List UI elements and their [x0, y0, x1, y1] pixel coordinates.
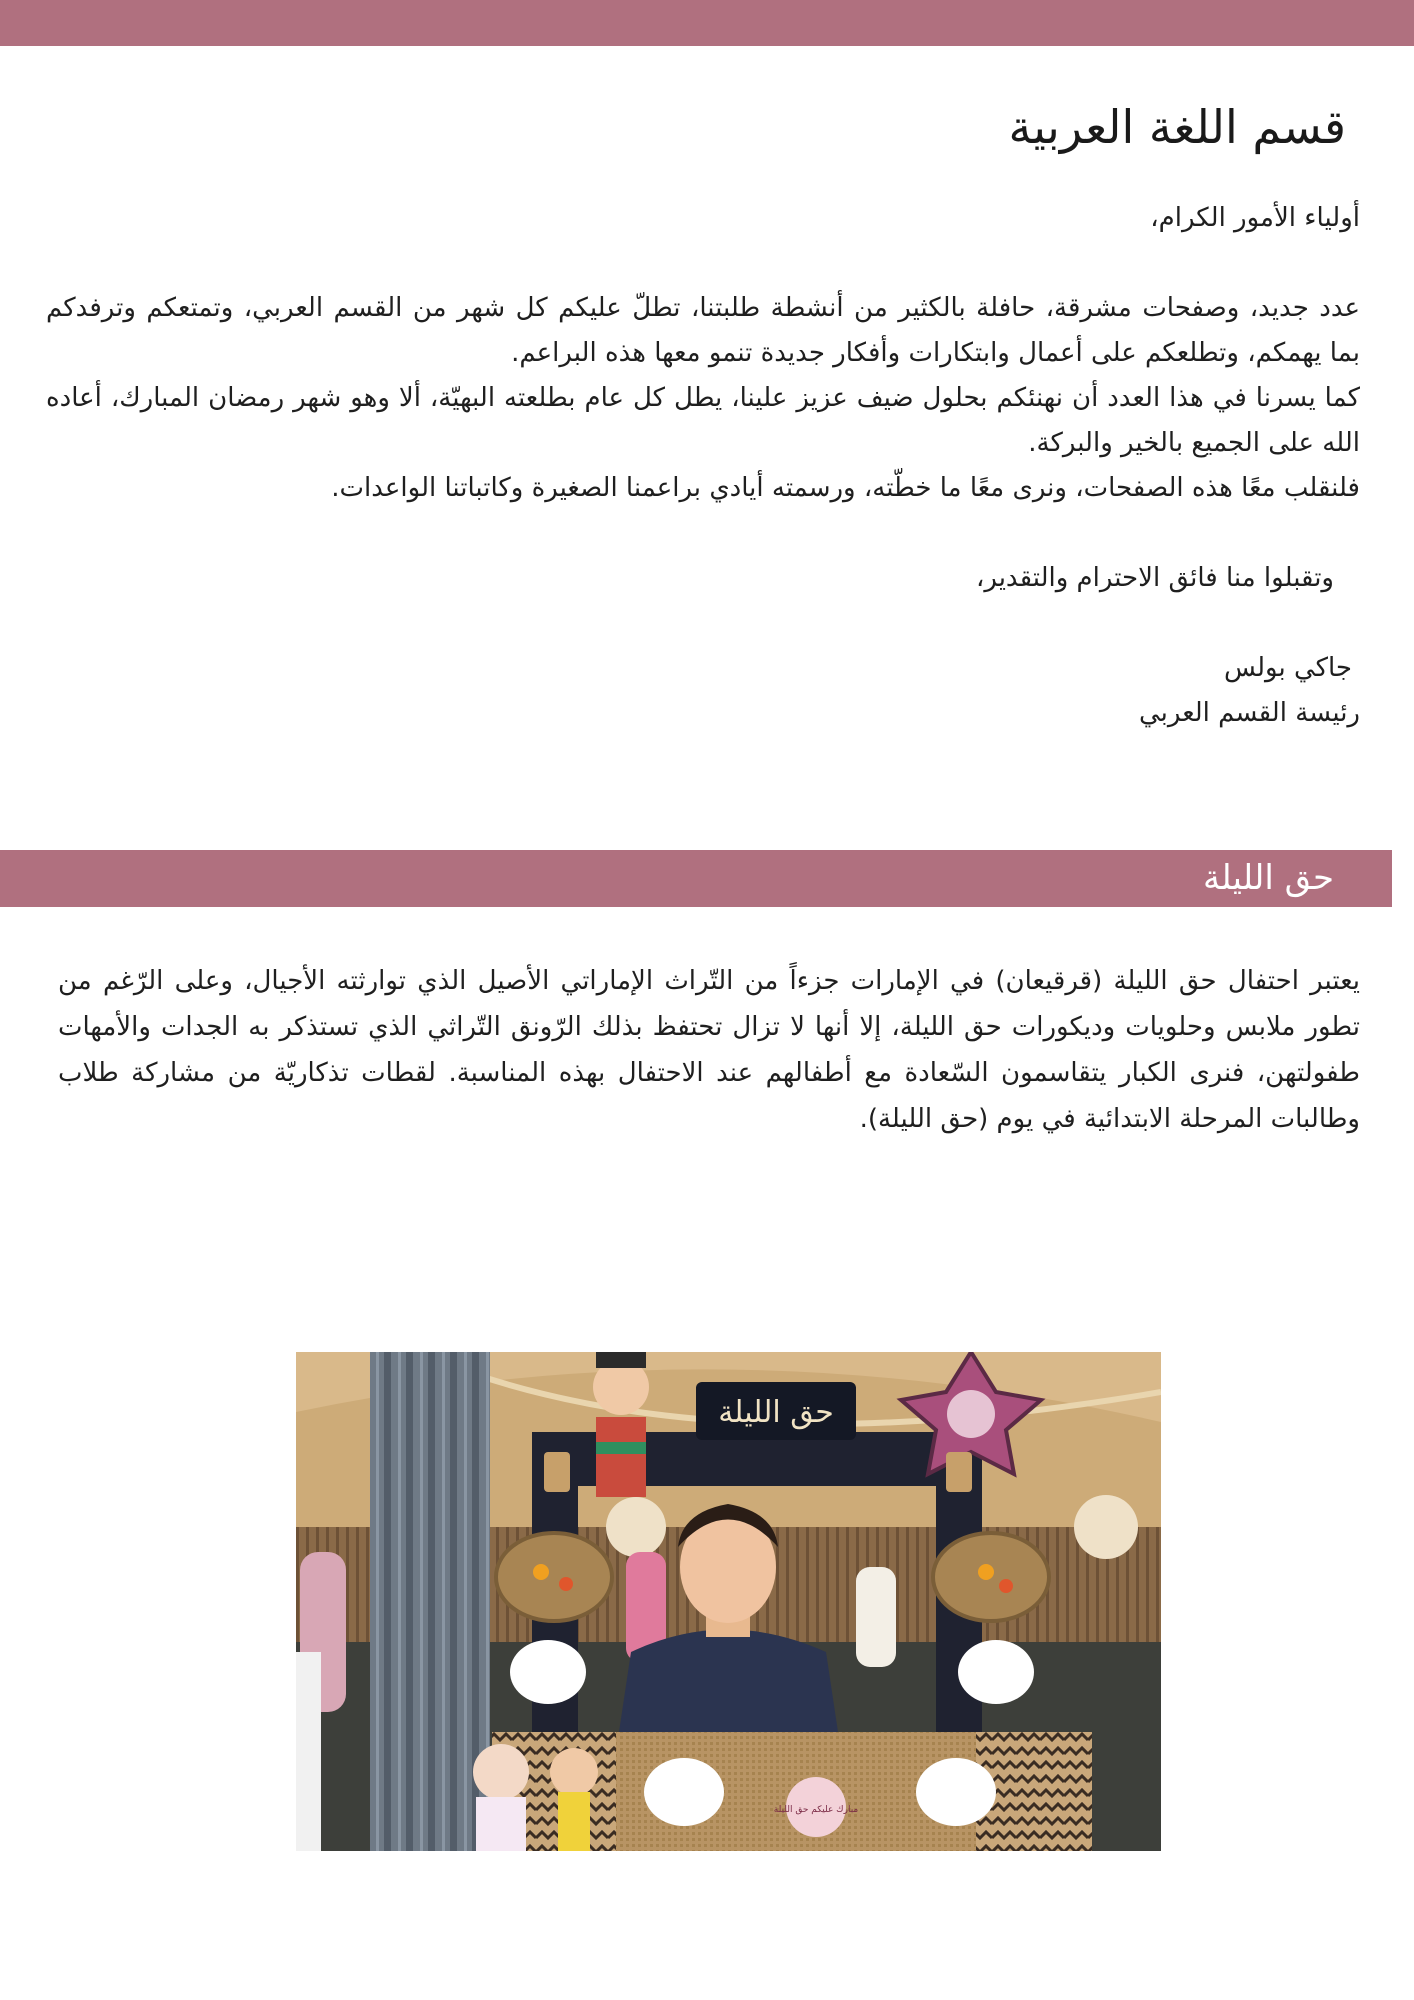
bag-text: مبارك عليكم حق الليلة: [773, 1805, 859, 1815]
letter-paragraph: كما يسرنا في هذا العدد أن نهنئكم بحلول ضيف عزيز علينا، يطل كل عام بطلعته البهيّة، ألا وهو شهر رمضان المبارك، أعاده الله على الجميع بالخير والبركة.: [46, 383, 1360, 458]
letter-paragraph: عدد جديد، وصفحات مشرقة، حافلة بالكثير من أنشطة طلبتنا، تطلّ عليكم كل شهر من القسم العربي، وتمتعكم وترفدكم بما يهمكم، وتطلعكم على أعمال وابتكارات وأفكار جديدة تنمو معها هذه البراعم.: [46, 293, 1360, 368]
signature-name: جاكي بولس: [1223, 653, 1352, 683]
section-title: حق الليلة: [1203, 858, 1334, 898]
section-body-text: يعتبر احتفال حق الليلة (قرقيعان) في الإمارات جزءاً من التّراث الإماراتي الأصيل الذي توارثته الأجيال، وعلى الرّغم من تطور ملابس وحلويات وديكورات حق الليلة، إلا أنها لا تزال تحتفظ بذلك الرّونق التّراثي الذي تستذكر به الجدات والأمهات طفولتهن، فنرى الكبار يتقاسمون السّعادة مع أطفالهم عند الاحتفال بهذه المناسبة. لقطات تذكاريّة من مشاركة طلاب وطالبات المرحلة الابتدائية في يوم (حق الليلة).: [58, 966, 1360, 1134]
bag-left: [510, 1640, 586, 1704]
sign-text: حق الليلة: [718, 1395, 834, 1430]
department-title: قسم اللغة العربية: [1008, 100, 1346, 154]
bag-right: [958, 1640, 1034, 1704]
signature-role: رئيسة القسم العربي: [1138, 698, 1360, 728]
lantern-right: [946, 1452, 972, 1492]
grey-curtain: [370, 1352, 490, 1851]
basket-left: [496, 1533, 612, 1621]
event-photo: [296, 1352, 1161, 1851]
letter-block: [46, 196, 1360, 736]
letter-greeting: أولياء الأمور الكرام،: [1150, 203, 1360, 233]
lantern-left: [544, 1452, 570, 1492]
letter-paragraph: فلنقلب معًا هذه الصفحات، ونرى معًا ما خطّته، ورسمته أيادي براعمنا الصغيرة وكاتباتنا الواعدات.: [331, 473, 1360, 503]
letter-closing: وتقبلوا منا فائق الاحترام والتقدير،: [975, 563, 1334, 593]
top-accent-bar: [0, 0, 1414, 46]
section-header-band: [0, 850, 1392, 907]
